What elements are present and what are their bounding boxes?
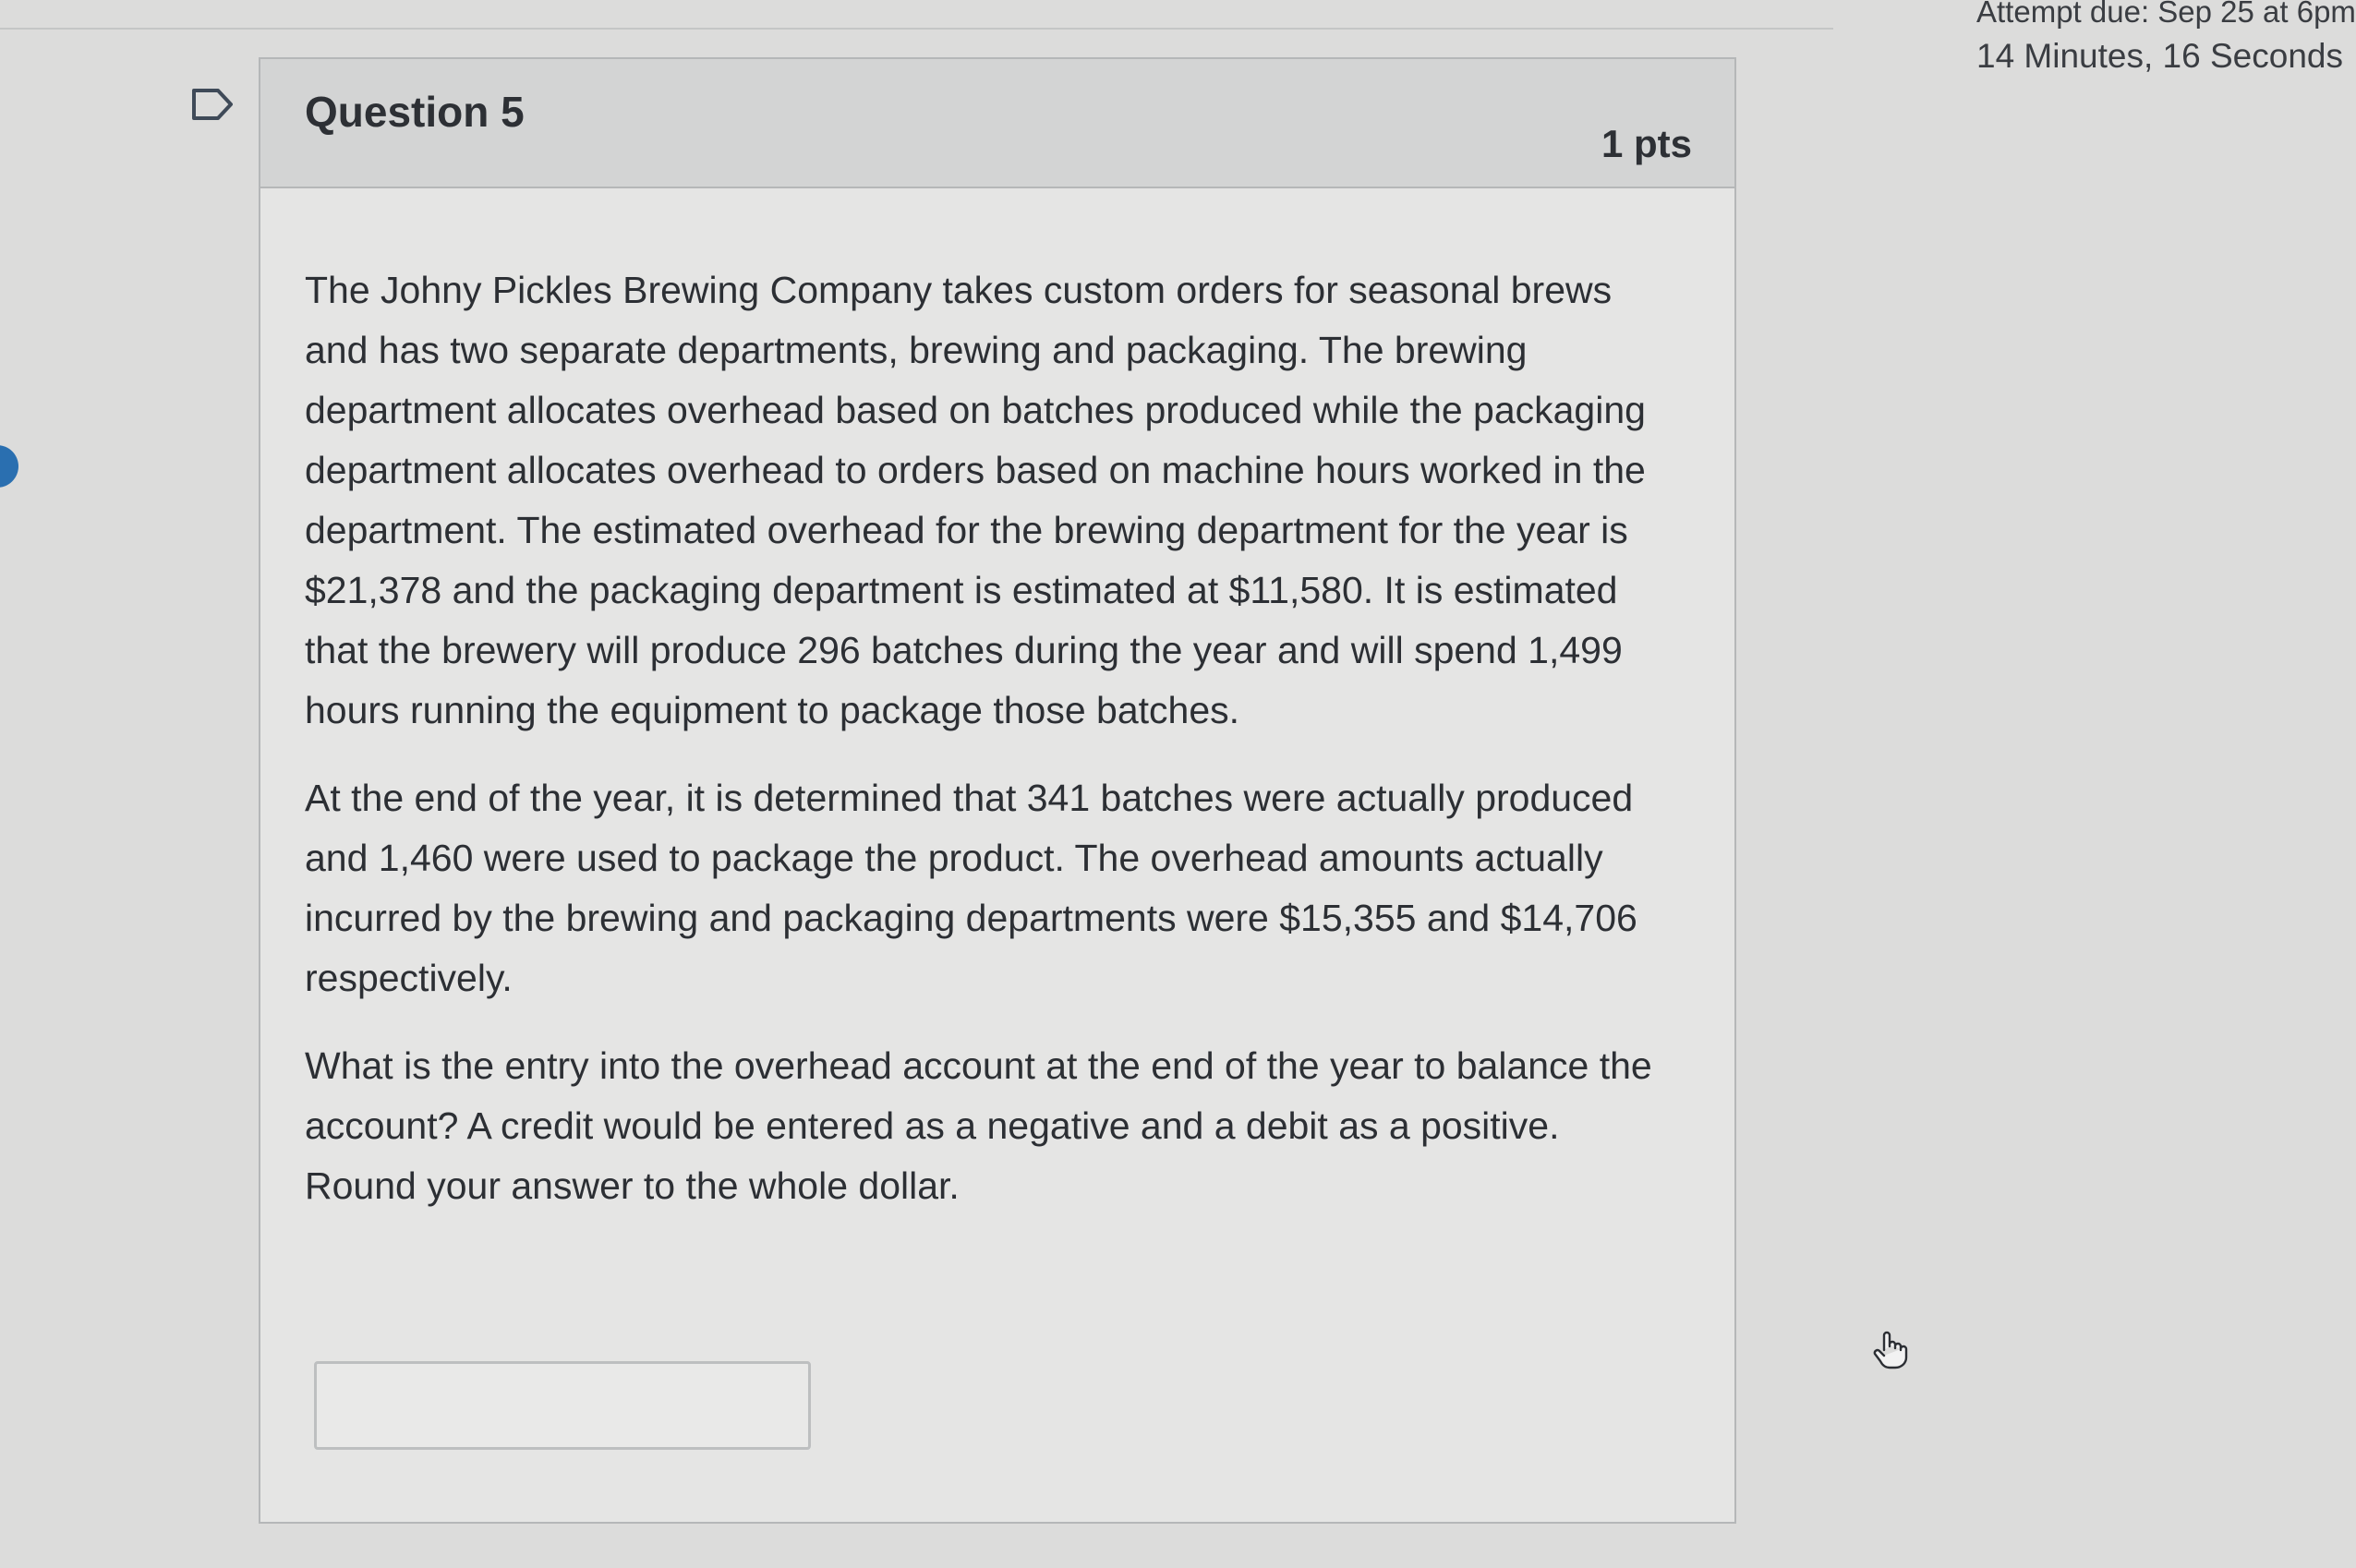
hand-pointer-icon [1871,1330,1908,1370]
answer-input[interactable] [314,1361,811,1450]
question-paragraph-1: The Johny Pickles Brewing Company takes custom orders for seasonal brews and has two separate departments, brewing and packaging. The brewing department allocates overhead based on batches produced while the packaging department allocates overhead to orders based on machine hours worked in the department. The estimated overhead for the brewing department for the year is $21,378 and the packaging department is estimated at $11,580. It is estimated that the brewery will produce 296 batches during the year and will spend 1,499 hours running the equipment to package those batches. [305,269,1646,731]
question-paragraph-3: What is the entry into the overhead account at the end of the year to balance the account? A credit would be entered as a negative and a debit as a positive. Round your answer to the whole dollar. [305,1044,1652,1207]
question-header [260,59,1734,188]
question-text [305,260,1672,1244]
question-points: 1 pts [1601,122,1692,165]
top-divider [0,28,1833,30]
question-title: Question 5 [305,88,525,136]
question-panel [259,57,1736,1524]
question-paragraph-2: At the end of the year, it is determined that 341 batches were actually produced and 1,460 were used to package the product. The overhead amounts actually incurred by the brewing and packaging departments were $15,355 and $14,706 respectively. [305,777,1637,999]
attempt-due-text: Attempt due: Sep 25 at 6pm [1976,0,2356,29]
flag-question-icon[interactable] [190,87,235,122]
navigation-marker-dot[interactable] [0,445,18,488]
time-remaining-text: 14 Minutes, 16 Seconds [1976,37,2343,75]
